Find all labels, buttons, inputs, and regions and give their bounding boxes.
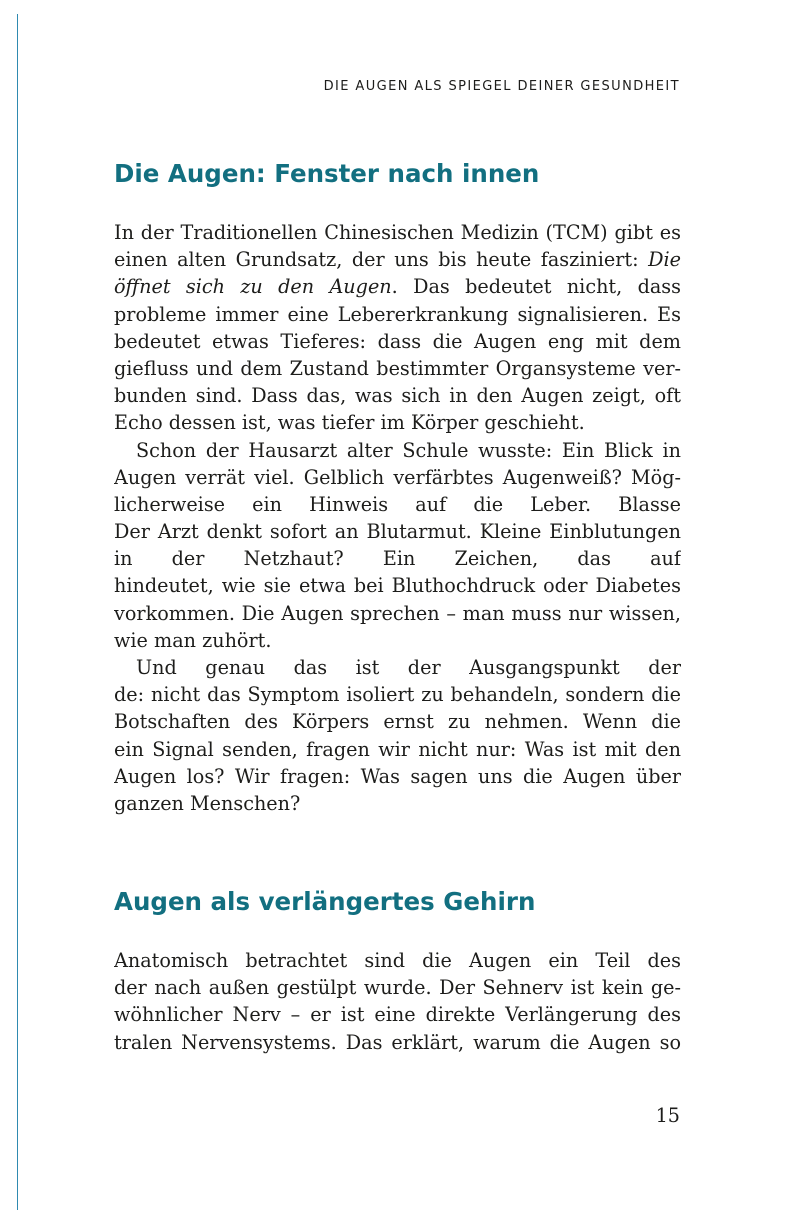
text-line: Und genau das ist der Ausgangspunkt der	[136, 656, 681, 680]
page-number: 15	[655, 1104, 680, 1127]
text-line: tralen Nervensystems. Das erklärt, warum die Augen so	[114, 1030, 681, 1054]
text-line: Botschaften des Körpers ernst zu nehmen. Wenn die	[114, 710, 681, 734]
text-line: in der Netzhaut? Ein Zeichen, das auf	[114, 547, 681, 571]
text-line: probleme immer eine Lebererkrankung signalisieren. Es	[114, 302, 681, 326]
italic-quote: Die	[648, 248, 681, 272]
section2-body	[114, 947, 681, 1056]
text-line: wöhnlicher Nerv – er ist eine direkte Verlängerung des	[114, 1003, 681, 1027]
text-line: Echo dessen ist, was tiefer im Körper geschieht.	[114, 411, 585, 435]
text-line: Schon der Hausarzt alter Schule wusste: Ein Blick in	[136, 438, 681, 462]
text-line: Augen verrät viel. Gelblich verfärbtes Augenweiß? Mög-	[114, 465, 681, 489]
paragraph-tcm	[114, 219, 681, 437]
text-line: bedeutet etwas Tieferes: dass die Augen eng mit dem	[114, 329, 681, 353]
paragraph-anatomie	[114, 947, 681, 1056]
text-line: Der Arzt denkt sofort an Blutarmut. Kleine Einblutungen	[114, 520, 681, 544]
text-line: licherweise ein Hinweis auf die Leber. Blasse	[114, 492, 681, 516]
text-run: einen alten Grundsatz, der uns bis heute fasziniert:	[114, 248, 649, 272]
text-line: bunden sind. Dass das, was sich in den Augen zeigt, oft	[114, 384, 681, 408]
text-line: ganzen Menschen?	[114, 791, 301, 815]
text-line: de: nicht das Symptom isoliert zu behandeln, sondern die	[114, 683, 681, 707]
text-line: ein Signal senden, fragen wir nicht nur: Was ist mit den	[114, 737, 681, 761]
text-line: giefluss und dem Zustand bestimmter Organsysteme ver-	[114, 356, 681, 380]
paragraph-naturheilkunde	[114, 654, 681, 817]
text-line	[114, 246, 681, 273]
paragraph-hausarzt	[114, 437, 681, 655]
text-line: Augen los? Wir fragen: Was sagen uns die Augen über	[114, 764, 681, 788]
text-line: Anatomisch betrachtet sind die Augen ein Teil des	[114, 949, 681, 972]
page-edge-rule	[17, 14, 18, 1210]
text-line	[114, 273, 681, 300]
text-line: hindeutet, wie sie etwa bei Bluthochdruck oder Diabetes	[114, 574, 681, 598]
text-line: wie man zuhört.	[114, 628, 272, 652]
section-heading-fenster: Die Augen: Fenster nach innen	[114, 159, 540, 188]
running-head: DIE AUGEN ALS SPIEGEL DEINER GESUNDHEIT	[323, 79, 680, 94]
section-heading-gehirn: Augen als verlängertes Gehirn	[114, 887, 536, 916]
italic-quote: öffnet sich zu den Augen	[114, 275, 392, 299]
text-line: In der Traditionellen Chinesischen Medizin (TCM) gibt es	[114, 221, 681, 244]
text-run: . Das bedeutet nicht, dass	[391, 275, 681, 299]
text-line: der nach außen gestülpt wurde. Der Sehnerv ist kein ge-	[114, 976, 681, 1000]
text-line: vorkommen. Die Augen sprechen – man muss nur wissen,	[114, 601, 681, 625]
section1-body	[114, 219, 681, 817]
